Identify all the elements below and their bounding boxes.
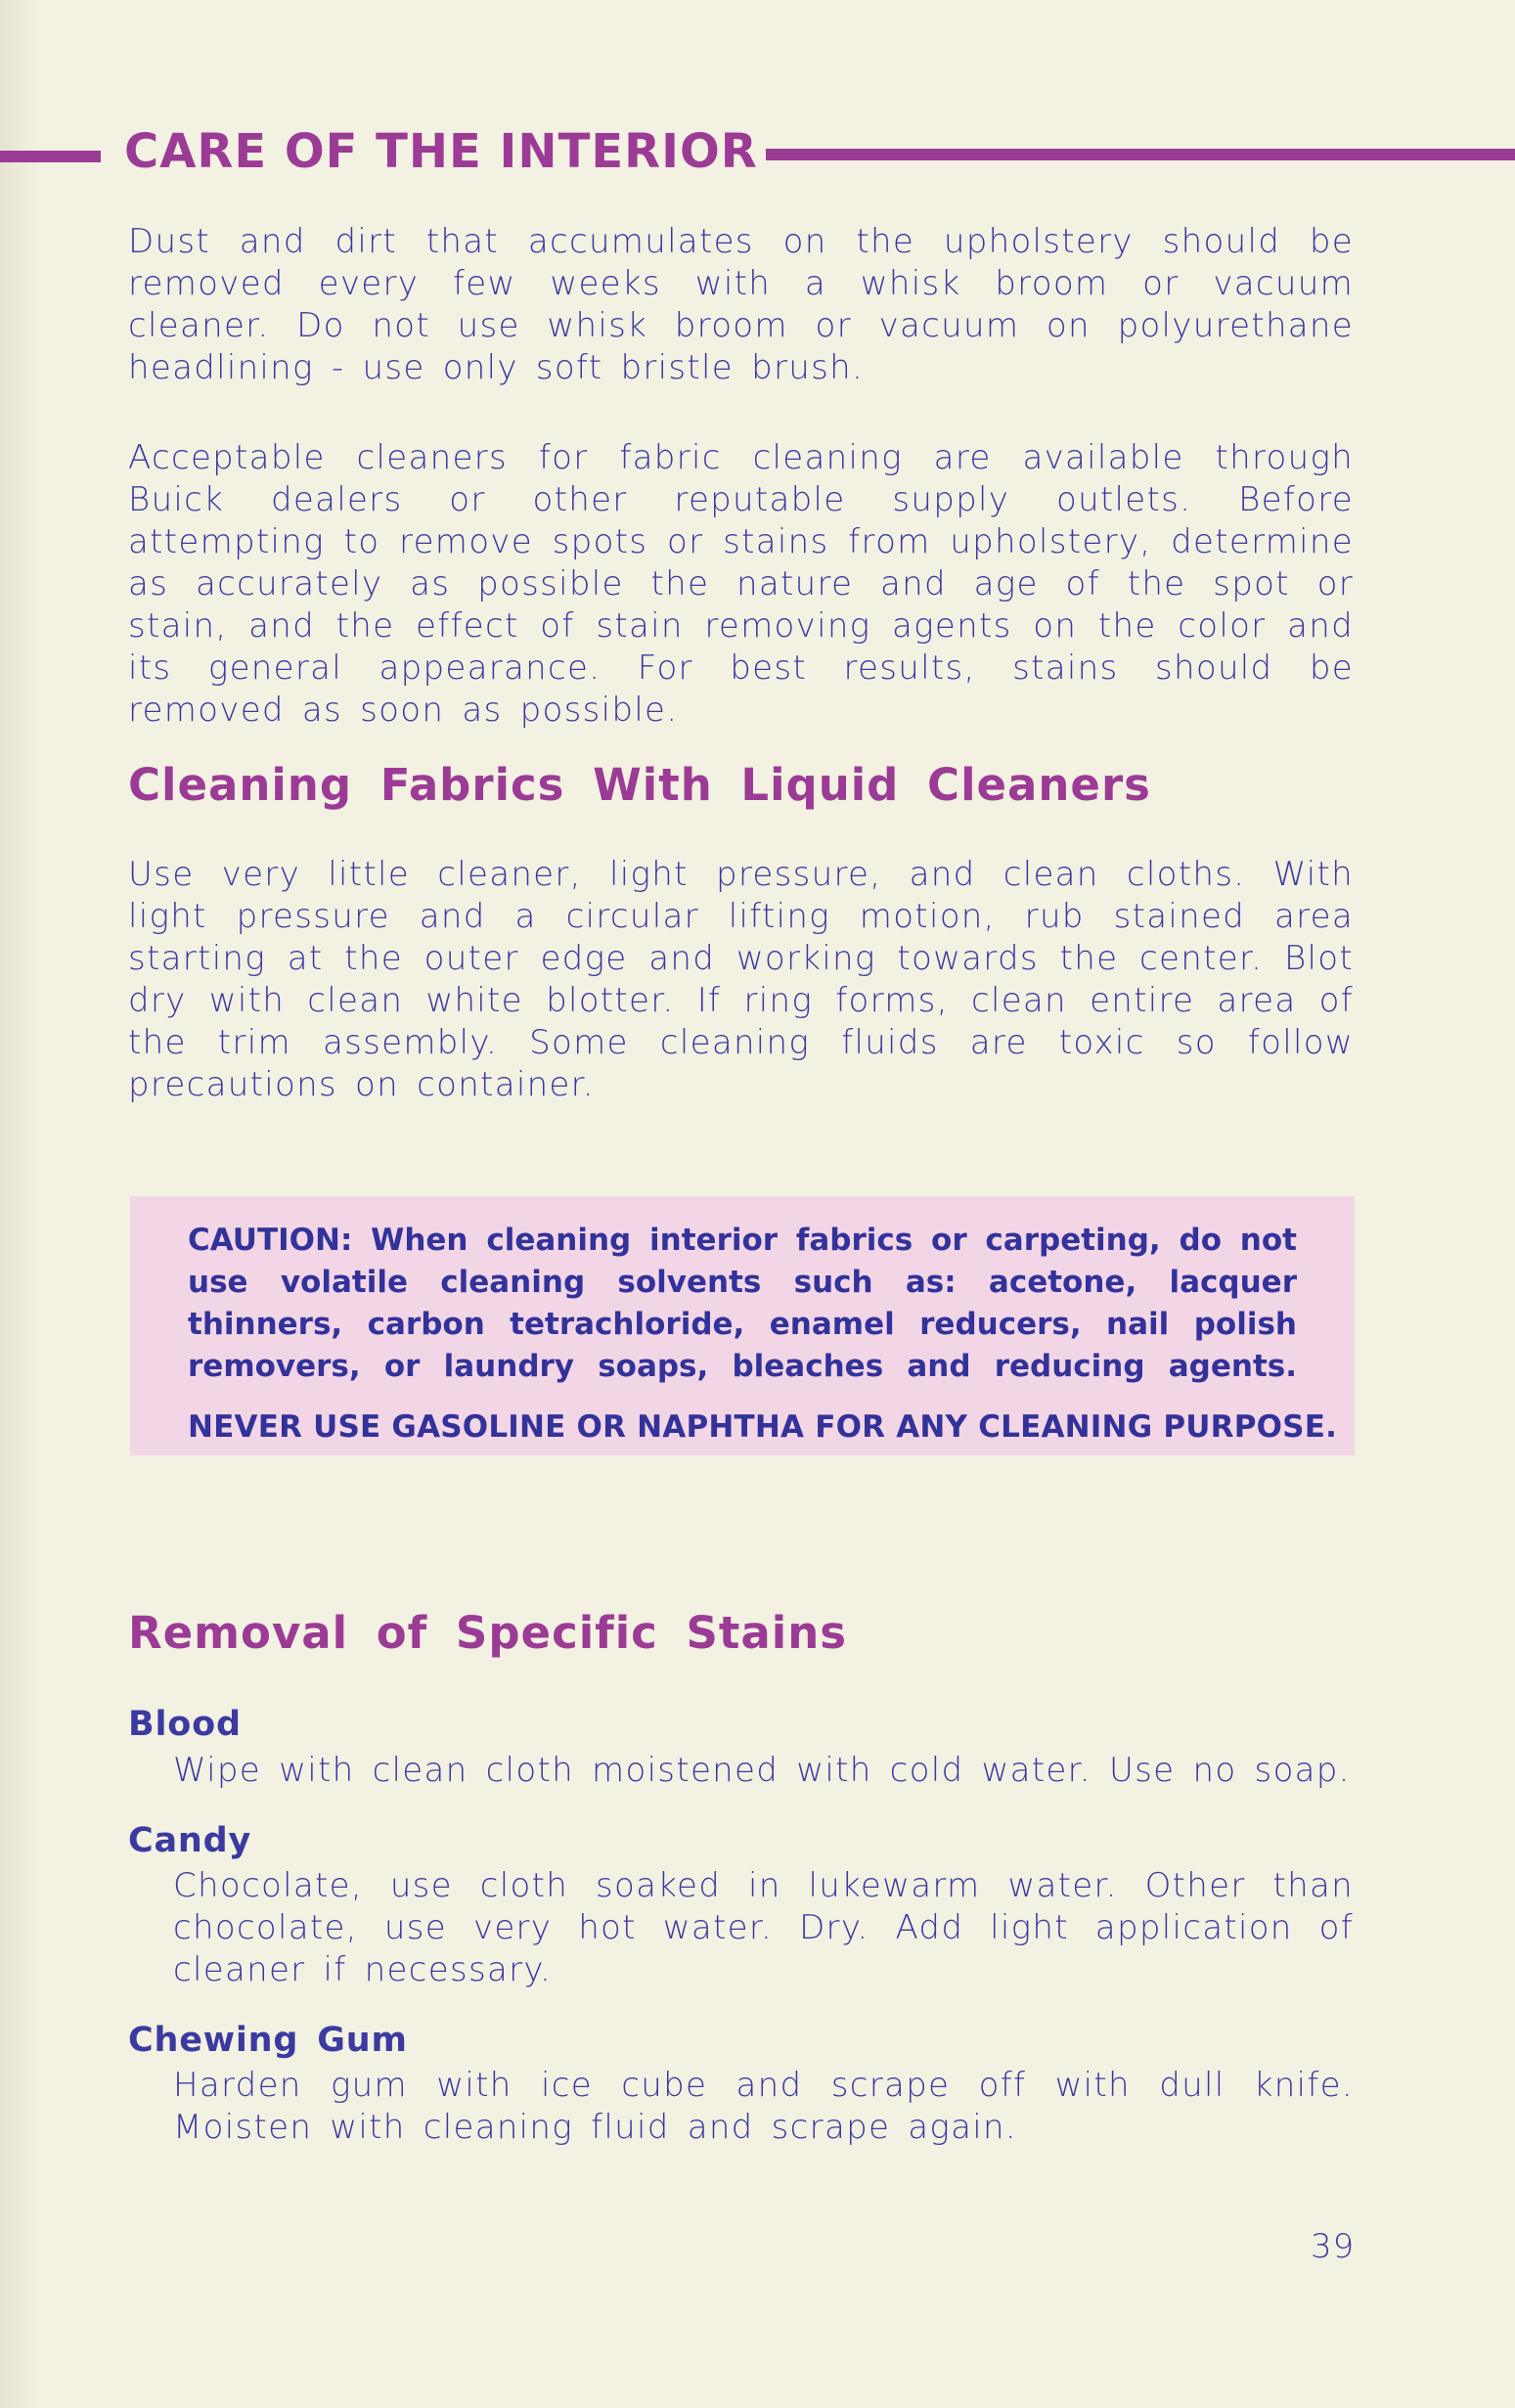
title-rule-right bbox=[766, 149, 1515, 160]
caution-box bbox=[130, 1196, 1355, 1455]
intro-paragraph-cleaners: Acceptable cleaners for fabric cleaning are available through Buick dealers or other reputable supply outlets. Before attempting to remove spots or stains from upholstery, determine as accurately as possible the nature and age of the spot or stain, and the effect of stain removing agents on the color and its general appearance. For best results, stains should be removed as soon as possible. bbox=[128, 438, 1354, 730]
title-rule-left bbox=[0, 151, 101, 162]
page-number: 39 bbox=[1311, 2227, 1356, 2266]
intro-paragraph-dusting: Dust and dirt that accumulates on the upholstery should be removed every few weeks with a whisk broom or vacuum cleaner. Do not use whisk broom or vacuum on polyurethane headlining - use only soft bristle brush. bbox=[128, 222, 1354, 387]
section-title: CARE OF THE INTERIOR bbox=[124, 124, 758, 179]
liquid-cleaners-paragraph: Use very little cleaner, light pressure, and clean cloths. With light pressure and a circular lifting motion, rub stained area starting at the outer edge and working towards the center. Blot dry with clean white blotter. If ring forms, clean entire area of the trim assembly. Some cleaning fluids are toxic so follow precautions on container. bbox=[128, 855, 1354, 1104]
caution-text: CAUTION: When cleaning interior fabrics or carpeting, do not use volatile cleaning solvents such as: acetone, lacquer thinners, carbon tetrachloride, enamel reducers, nail polish removers, or laundry soaps, bleaches and reducing agents. bbox=[188, 1223, 1297, 1384]
stain-name-candy: Candy bbox=[128, 1821, 252, 1860]
page-edge-shadow bbox=[0, 0, 39, 2408]
stain-name-chewing-gum: Chewing Gum bbox=[128, 2021, 408, 2060]
stain-name-blood: Blood bbox=[128, 1705, 242, 1744]
stain-description-candy: Chocolate, use cloth soaked in lukewarm water. Other than chocolate, use very hot water. Dry. Add light application of cleaner if necessary. bbox=[173, 1866, 1354, 1989]
caution-never-gasoline: NEVER USE GASOLINE OR NAPHTHA FOR ANY CLEANING PURPOSE. bbox=[188, 1409, 1338, 1445]
stain-description-chewing-gum: Harden gum with ice cube and scrape off with dull knife. Moisten with cleaning fluid and scrape again. bbox=[173, 2066, 1354, 2147]
specific-stains-heading: Removal of Specific Stains bbox=[128, 1607, 848, 1659]
stain-description-blood: Wipe with clean cloth moistened with cold water. Use no soap. bbox=[173, 1751, 1351, 1790]
liquid-cleaners-heading: Cleaning Fabrics With Liquid Cleaners bbox=[128, 759, 1151, 811]
